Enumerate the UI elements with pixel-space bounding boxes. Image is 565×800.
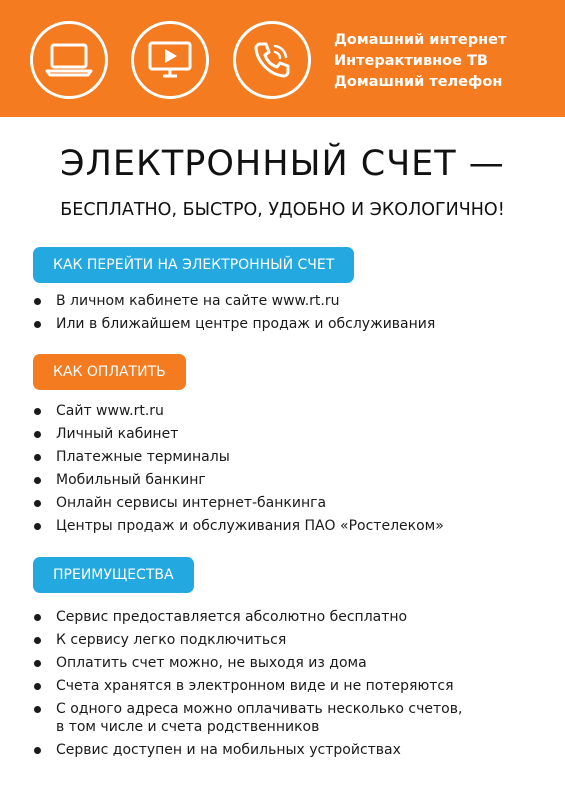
bullet-icon: [34, 614, 41, 621]
section-label-how-to-switch: КАК ПЕРЕЙТИ НА ЭЛЕКТРОННЫЙ СЧЕТ: [33, 247, 354, 283]
list-item: Онлайн сервисы интернет-банкинга: [33, 494, 444, 512]
page-subtitle: БЕСПЛАТНО, БЫСТРО, УДОБНО И ЭКОЛОГИЧНО!: [60, 200, 505, 220]
list-item: Сайт www.rt.ru: [33, 402, 444, 420]
tv-icon-circle: [131, 21, 209, 99]
list-item: Оплатить счет можно, не выходя из дома: [33, 654, 462, 672]
list-item: Сервис предоставляется абсолютно бесплатно: [33, 608, 462, 626]
bullet-icon: [34, 747, 41, 754]
list-item: Центры продаж и обслуживания ПАО «Ростелеком»: [33, 517, 444, 535]
phone-icon-circle: [233, 21, 311, 99]
list-item: Или в ближайшем центре продаж и обслуживания: [33, 315, 435, 333]
section-label-how-to-pay: КАК ОПЛАТИТЬ: [33, 354, 186, 390]
bullet-icon: [34, 683, 41, 690]
page-title: ЭЛЕКТРОННЫЙ СЧЕТ —: [60, 144, 505, 184]
laptop-icon-circle: [30, 21, 108, 99]
bullet-icon: [34, 523, 41, 530]
bullet-icon: [34, 500, 41, 507]
bullet-icon: [34, 431, 41, 438]
list-item: Счета хранятся в электронном виде и не потеряются: [33, 677, 462, 695]
list-item: К сервису легко подключиться: [33, 631, 462, 649]
section-label-advantages: ПРЕИМУЩЕСТВА: [33, 557, 194, 593]
services-list: [334, 30, 506, 93]
bullet-icon: [34, 660, 41, 667]
advantages-list: [33, 608, 462, 764]
header-banner: [0, 0, 565, 117]
bullet-icon: [34, 408, 41, 415]
list-item: Сервис доступен и на мобильных устройствах: [33, 741, 462, 759]
list-item: В личном кабинете на сайте www.rt.ru: [33, 292, 435, 310]
how-to-pay-list: [33, 402, 444, 540]
laptop-icon: [44, 40, 94, 80]
bullet-icon: [34, 637, 41, 644]
service-internet: Домашний интернет: [334, 32, 507, 48]
service-tv: Интерактивное ТВ: [334, 53, 488, 69]
list-item: Мобильный банкинг: [33, 471, 444, 489]
list-item: С одного адреса можно оплачивать несколько счетов, в том числе и счета родственников: [33, 700, 462, 736]
phone-icon: [250, 38, 294, 82]
bullet-icon: [34, 477, 41, 484]
bullet-icon: [34, 706, 41, 713]
how-to-switch-list: [33, 292, 435, 338]
list-item: Платежные терминалы: [33, 448, 444, 466]
list-item: Личный кабинет: [33, 425, 444, 443]
bullet-icon: [34, 298, 41, 305]
bullet-icon: [34, 321, 41, 328]
service-phone: Домашний телефон: [334, 74, 503, 90]
bullet-icon: [34, 454, 41, 461]
tv-icon: [145, 38, 195, 82]
